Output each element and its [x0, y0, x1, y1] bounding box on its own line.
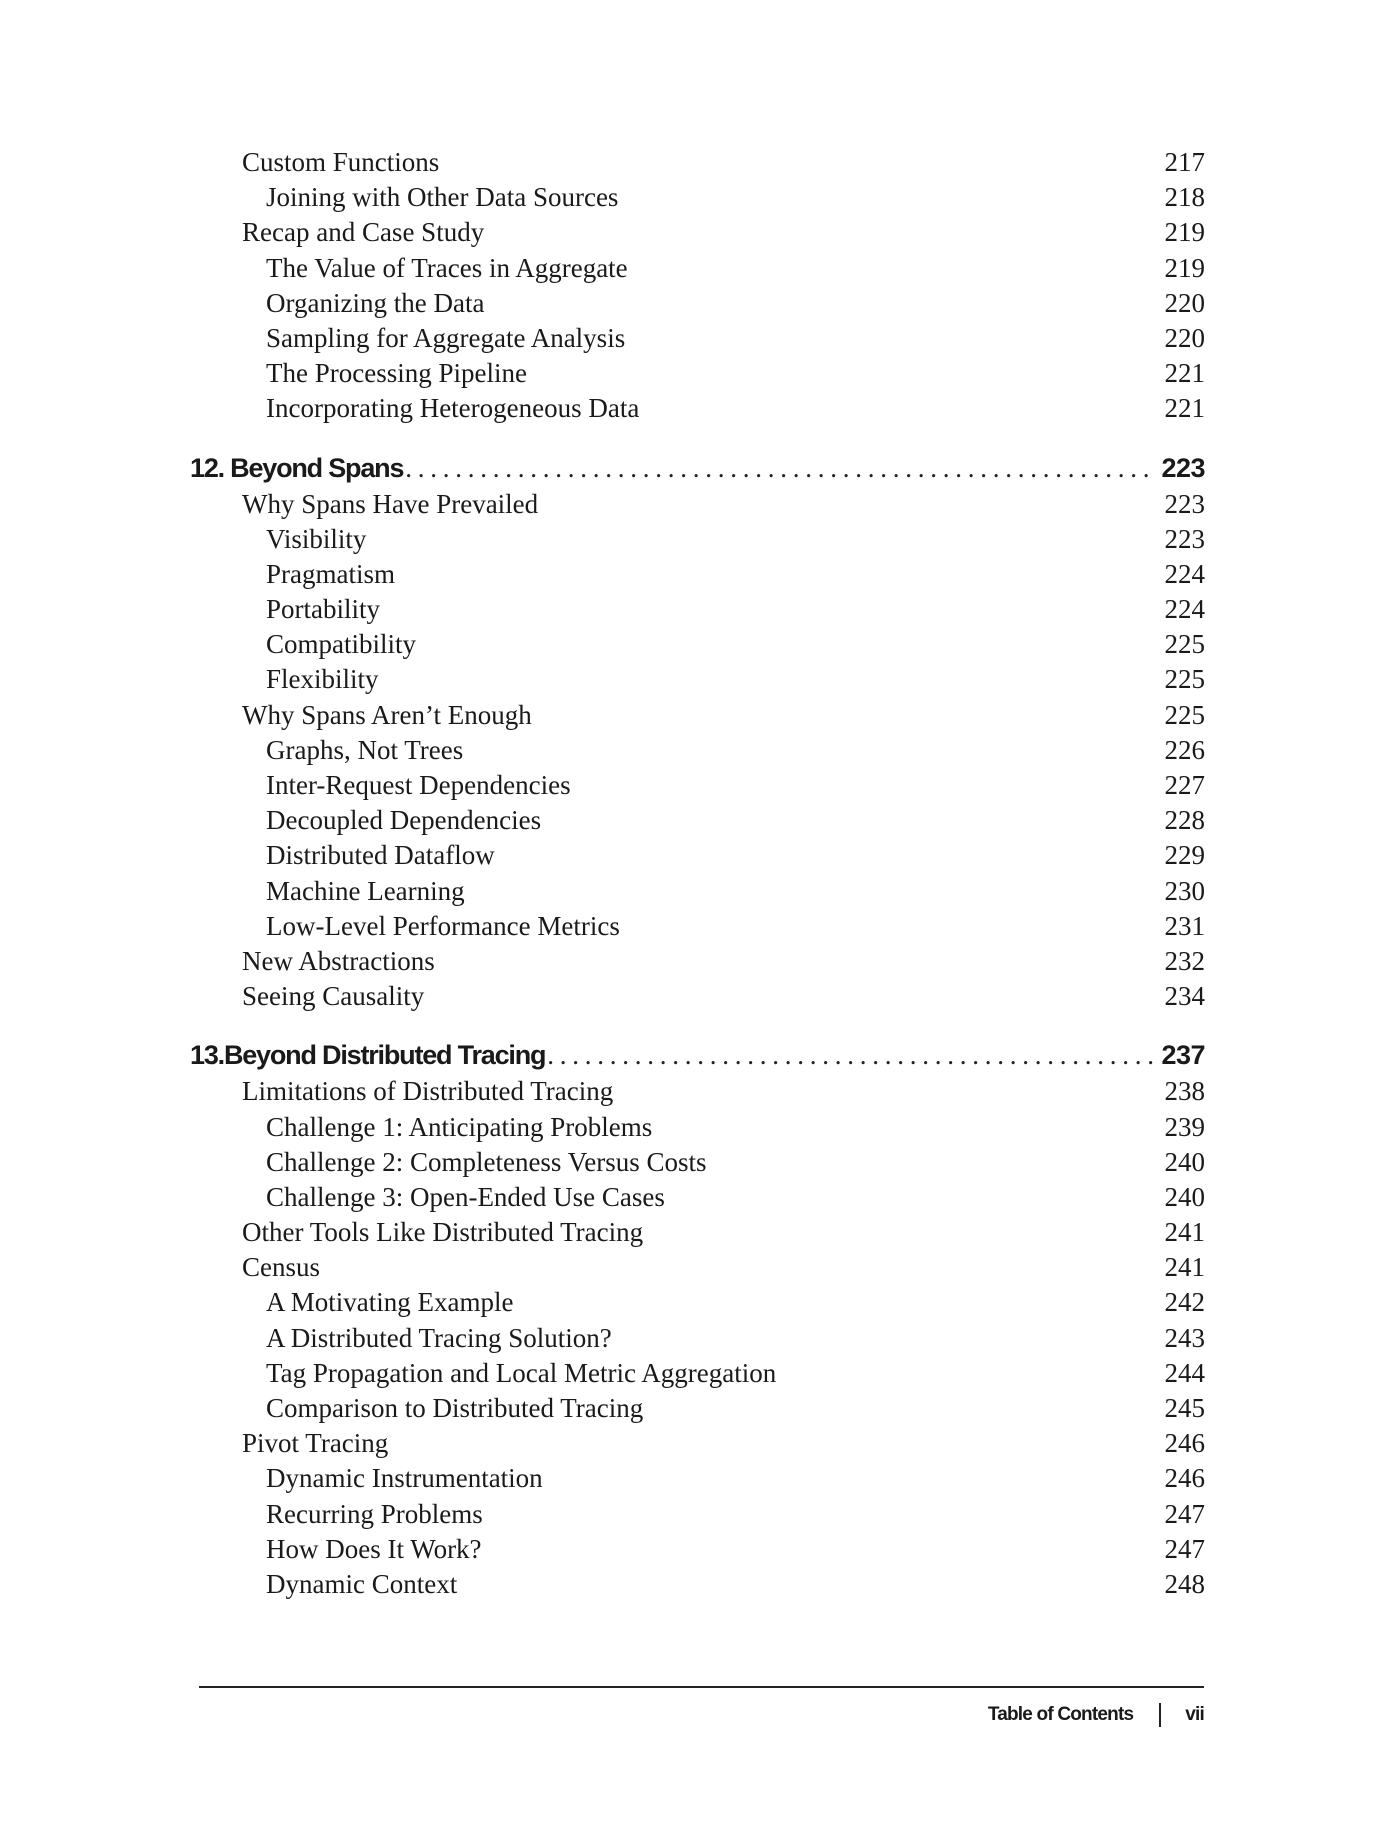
entry-title: Challenge 2: Completeness Versus Costs: [266, 1146, 707, 1177]
footer-page-number: vii: [1185, 1704, 1204, 1725]
entry-page: 232: [1164, 945, 1205, 976]
toc-subentry[interactable]: [190, 768, 1205, 803]
entry-page: 240: [1164, 1146, 1205, 1177]
toc-subentry[interactable]: [190, 1461, 1205, 1496]
footer-rule: [199, 1686, 1204, 1688]
toc-subentry[interactable]: [190, 1180, 1205, 1215]
entry-page: 245: [1164, 1393, 1205, 1423]
entry-title: Why Spans Have Prevailed: [242, 488, 539, 519]
entry-title: Seeing Causality: [242, 981, 425, 1012]
chapter-entries: [190, 1074, 1205, 1602]
entry-page: 224: [1164, 558, 1205, 589]
toc-subentry[interactable]: [190, 1532, 1205, 1567]
entry-page: 218: [1164, 182, 1205, 213]
entry-page: 223: [1164, 523, 1205, 554]
entry-title: Sampling for Aggregate Analysis: [266, 322, 626, 353]
toc-subentry[interactable]: [190, 356, 1205, 391]
entry-title: How Does It Work?: [266, 1533, 482, 1564]
toc-entry[interactable]: [190, 944, 1205, 979]
entry-page: 240: [1164, 1181, 1205, 1212]
chapter-title: Beyond Distributed Tracing: [223, 1040, 546, 1071]
entry-page: 242: [1164, 1287, 1205, 1318]
entry-title: Why Spans Aren’t Enough: [242, 699, 532, 730]
entry-page: 219: [1164, 252, 1205, 283]
entry-title: Challenge 3: Open-Ended Use Cases: [266, 1181, 665, 1212]
toc-entry[interactable]: [190, 1215, 1205, 1250]
entry-title: A Motivating Example: [266, 1287, 514, 1318]
entry-page: 221: [1164, 393, 1205, 424]
entry-title: Comparison to Distributed Tracing: [266, 1393, 644, 1423]
entry-page: 247: [1164, 1498, 1205, 1529]
toc-entry[interactable]: [190, 698, 1205, 733]
entry-title: Distributed Dataflow: [266, 840, 495, 871]
toc-subentry[interactable]: [190, 627, 1205, 662]
footer-separator: [1159, 1703, 1161, 1727]
entry-page: 243: [1164, 1322, 1205, 1353]
entry-title: Recap and Case Study: [242, 217, 485, 248]
toc-subentry[interactable]: [190, 251, 1205, 286]
entry-title: Recurring Problems: [266, 1498, 483, 1529]
toc-subentry[interactable]: [190, 1285, 1205, 1320]
entry-title: Visibility: [266, 523, 367, 554]
entry-page: 227: [1164, 770, 1205, 800]
entry-title: Census: [242, 1252, 321, 1283]
entry-page: 229: [1164, 840, 1205, 871]
chapter-13: [190, 1036, 1205, 1602]
entry-page: 220: [1164, 322, 1205, 353]
entry-page: 238: [1164, 1076, 1205, 1107]
entry-page: 225: [1164, 699, 1205, 730]
toc-subentry[interactable]: [190, 1321, 1205, 1356]
toc-subentry[interactable]: [190, 1110, 1205, 1145]
entry-title: Inter-Request Dependencies: [266, 770, 571, 800]
entry-page: 224: [1164, 594, 1205, 625]
entry-page: 241: [1164, 1252, 1205, 1283]
toc-subentry[interactable]: [190, 180, 1205, 215]
toc-subentry[interactable]: [190, 838, 1205, 873]
chapter-12: [190, 449, 1205, 1015]
toc-entry[interactable]: [190, 1074, 1205, 1109]
entry-page: 217: [1164, 147, 1205, 177]
toc-subentry[interactable]: [190, 1497, 1205, 1532]
entry-title: The Processing Pipeline: [266, 358, 527, 389]
toc-subentry[interactable]: [190, 733, 1205, 768]
toc-subentry[interactable]: [190, 874, 1205, 909]
entry-page: 220: [1164, 287, 1205, 318]
entry-title: Flexibility: [266, 664, 379, 695]
entry-page: 225: [1164, 664, 1205, 695]
toc-subentry[interactable]: [190, 391, 1205, 426]
chapter-heading[interactable]: [190, 449, 1205, 487]
toc-entry[interactable]: [190, 979, 1205, 1014]
entry-page: 234: [1164, 981, 1205, 1012]
entry-title: Limitations of Distributed Tracing: [242, 1076, 614, 1107]
entry-page: 219: [1164, 217, 1205, 248]
entry-title: Low-Level Performance Metrics: [266, 910, 620, 941]
entry-page: 241: [1164, 1217, 1205, 1248]
entry-title: Incorporating Heterogeneous Data: [266, 393, 640, 424]
entry-page: 247: [1164, 1533, 1205, 1564]
dot-leader: [545, 1036, 1153, 1074]
toc-subentry[interactable]: [190, 321, 1205, 356]
toc-subentry[interactable]: [190, 1145, 1205, 1180]
entry-page: 221: [1164, 358, 1205, 389]
toc-subentry[interactable]: [190, 1567, 1205, 1602]
chapter-entries: [190, 487, 1205, 1015]
entry-title: Custom Functions: [242, 147, 440, 177]
entry-page: 231: [1164, 910, 1205, 941]
dot-leader: [403, 449, 1153, 487]
entry-title: Tag Propagation and Local Metric Aggregation: [266, 1357, 777, 1388]
entry-title: Other Tools Like Distributed Tracing: [242, 1217, 644, 1248]
entry-title: The Value of Traces in Aggregate: [266, 252, 628, 283]
chapter-title: Beyond Spans: [230, 452, 404, 483]
entry-page: 228: [1164, 805, 1205, 836]
toc-entry[interactable]: [190, 1250, 1205, 1285]
entry-title: Dynamic Context: [266, 1568, 458, 1599]
table-of-contents: [190, 145, 1205, 1602]
toc-subentry[interactable]: [190, 662, 1205, 697]
entry-title: Pragmatism: [266, 558, 395, 589]
entry-page: 246: [1164, 1463, 1205, 1494]
entry-title: Portability: [266, 594, 380, 625]
entry-page: 223: [1164, 488, 1205, 519]
toc-subentry[interactable]: [190, 592, 1205, 627]
entry-page: 246: [1164, 1428, 1205, 1459]
chapter-number: 13.: [190, 1040, 224, 1071]
entry-title: Pivot Tracing: [242, 1428, 389, 1459]
chapter-number: 12.: [190, 452, 224, 483]
entry-title: Organizing the Data: [266, 287, 485, 318]
chapter-page: 223: [1161, 452, 1205, 483]
entry-page: 226: [1164, 734, 1205, 765]
toc-subentry[interactable]: [190, 1391, 1205, 1426]
entry-title: Joining with Other Data Sources: [266, 182, 619, 213]
entry-title: Machine Learning: [266, 875, 465, 906]
entry-title: Challenge 1: Anticipating Problems: [266, 1111, 653, 1142]
chapter-heading[interactable]: [190, 1036, 1205, 1074]
toc-top-section: [190, 145, 1205, 427]
entry-page: 244: [1164, 1357, 1205, 1388]
footer-section-label: Table of Contents: [987, 1704, 1134, 1725]
toc-subentry[interactable]: [190, 557, 1205, 592]
toc-subentry[interactable]: [190, 909, 1205, 944]
entry-page: 230: [1164, 875, 1205, 906]
entry-title: Graphs, Not Trees: [266, 734, 464, 765]
toc-entry[interactable]: [190, 215, 1205, 250]
page-footer: [988, 1700, 1204, 1730]
chapter-page: 237: [1161, 1040, 1205, 1071]
toc-subentry[interactable]: [190, 803, 1205, 838]
toc-entry[interactable]: [190, 487, 1205, 522]
entry-page: 239: [1164, 1111, 1205, 1142]
entry-title: A Distributed Tracing Solution?: [266, 1322, 612, 1353]
entry-title: Dynamic Instrumentation: [266, 1463, 543, 1494]
entry-title: Compatibility: [266, 629, 417, 660]
toc-entry[interactable]: [190, 145, 1205, 180]
toc-subentry[interactable]: [190, 522, 1205, 557]
entry-page: 248: [1164, 1568, 1205, 1599]
toc-entry[interactable]: [190, 1426, 1205, 1461]
toc-subentry[interactable]: [190, 286, 1205, 321]
entry-title: Decoupled Dependencies: [266, 805, 542, 836]
entry-title: New Abstractions: [242, 945, 435, 976]
toc-subentry[interactable]: [190, 1356, 1205, 1391]
entry-page: 225: [1164, 629, 1205, 660]
